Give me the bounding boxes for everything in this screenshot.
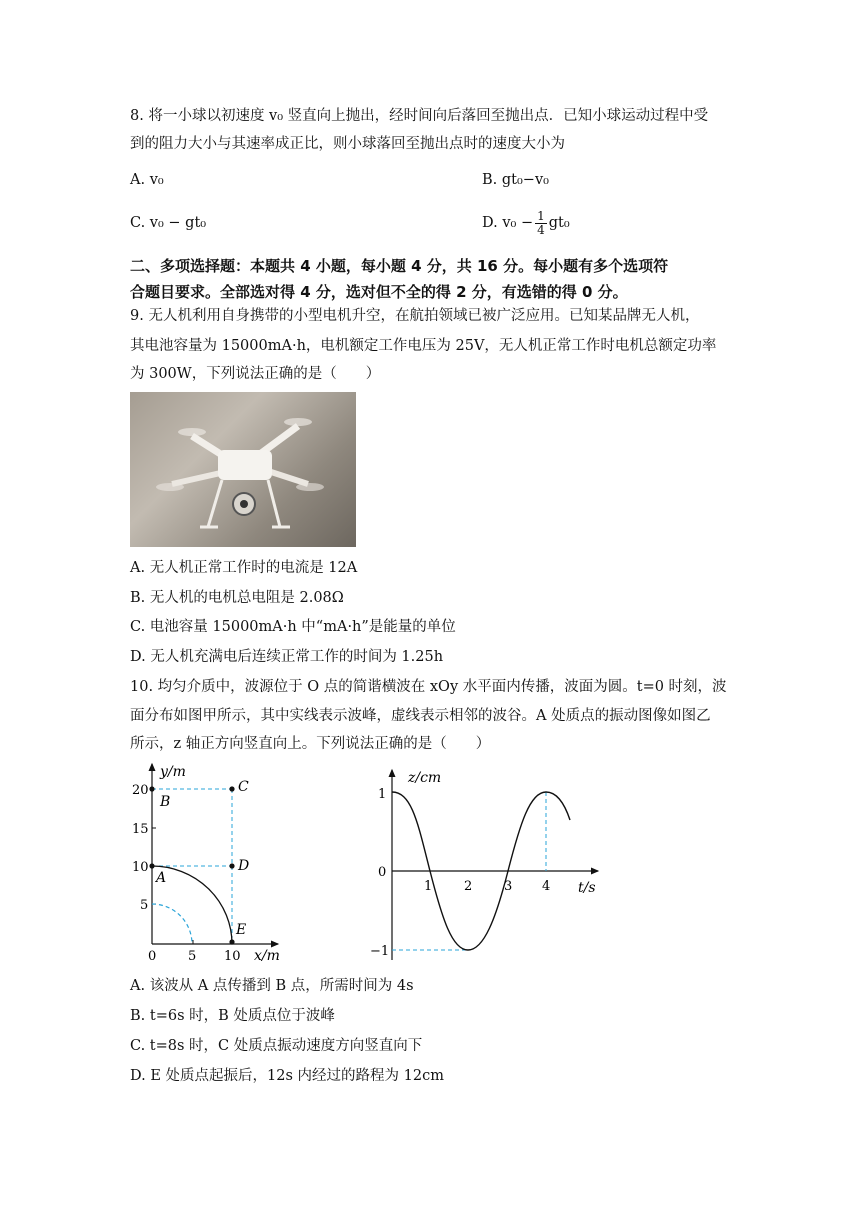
label-e: E — [236, 922, 247, 938]
q8-option-b: B. gt₀−v₀ — [482, 172, 549, 188]
label-a: A — [156, 870, 167, 886]
q9-stem-line2: 其电池容量为 15000mA·h，电机额定工作电压为 25V，无人机正常工作时电机总额定功率 — [130, 338, 717, 354]
point-c-dot — [229, 786, 234, 791]
q9-option-a: A. 无人机正常工作时的电流是 12A — [130, 560, 358, 576]
z-tick-minus1: −1 — [370, 944, 390, 959]
x-tick-10: 10 — [224, 949, 241, 964]
q8-option-d — [482, 203, 570, 243]
q8-stem-line1: 8. 将一小球以初速度 v₀ 竖直向上抛出，经时间向后落回至抛出点．已知小球运动过程中受 — [130, 108, 709, 124]
fraction-one-quarter — [535, 210, 547, 237]
label-b: B — [160, 794, 171, 810]
q10-stem-line1: 10. 均匀介质中，波源位于 O 点的简谐横波在 xOy 水平面内传播，波面为圆。t=0 时刻，波 — [130, 679, 727, 695]
t-tick-4: 4 — [542, 879, 551, 894]
z-axis-label: z/cm — [408, 770, 442, 786]
fraction-denominator: 4 — [537, 222, 545, 237]
point-e-dot — [229, 939, 234, 944]
y-axis-label: y/m — [160, 764, 186, 780]
point-a-dot — [149, 863, 154, 868]
q9-stem-line3: 为 300W，下列说法正确的是（ ） — [130, 366, 381, 382]
x-tick-5: 5 — [188, 949, 197, 964]
drone-photo — [130, 392, 356, 547]
q8-stem-line2: 到的阻力大小与其速率成正比，则小球落回至抛出点时的速度大小为 — [130, 136, 565, 152]
q9-option-d: D. 无人机充满电后连续正常工作的时间为 1.25h — [130, 649, 444, 665]
y-tick-20: 20 — [132, 783, 149, 798]
y-tick-5: 5 — [140, 898, 149, 913]
q8-option-c: C. v₀ − gt₀ — [130, 215, 207, 231]
t-tick-1: 1 — [424, 879, 433, 894]
y-tick-15: 15 — [132, 822, 149, 837]
q10-option-a: A. 该波从 A 点传播到 B 点，所需时间为 4s — [130, 978, 414, 994]
t-tick-3: 3 — [504, 879, 513, 894]
q10-stem-line3: 所示，z 轴正方向竖直向上。下列说法正确的是（ ） — [130, 736, 491, 752]
q10-option-b: B. t=6s 时，B 处质点位于波峰 — [130, 1008, 335, 1024]
section2-heading-line2: 合题目要求。全部选对得 4 分，选对但不全的得 2 分，有选错的得 0 分。 — [130, 283, 628, 301]
drone-illustration — [130, 392, 356, 547]
t-tick-2: 2 — [464, 879, 473, 894]
q8-option-a: A. v₀ — [130, 172, 164, 188]
x-axis-label: x/m — [254, 948, 280, 964]
section2-heading-line1: 二、多项选择题：本题共 4 小题，每小题 4 分，共 16 分。每小题有多个选项符 — [130, 257, 669, 275]
y-tick-10: 10 — [132, 860, 149, 875]
q9-option-b: B. 无人机的电机总电阻是 2.08Ω — [130, 590, 344, 606]
q9-stem-line1: 9. 无人机利用自身携带的小型电机升空，在航拍领域已被广泛应用。已知某品牌无人机， — [130, 308, 700, 324]
q10-option-d: D. E 处质点起振后，12s 内经过的路程为 12cm — [130, 1068, 444, 1084]
label-c: C — [238, 779, 249, 795]
q10-option-c: C. t=8s 时，C 处质点振动速度方向竖直向下 — [130, 1038, 423, 1054]
point-b-dot — [149, 786, 154, 791]
q9-option-c: C. 电池容量 15000mA·h 中“mA·h”是能量的单位 — [130, 619, 456, 635]
z-tick-0: 0 — [378, 865, 387, 880]
q8-option-d-suffix: gt₀ — [548, 215, 570, 231]
z-tick-1: 1 — [378, 787, 387, 802]
fraction-numerator: 1 — [537, 208, 545, 223]
wave-surface-figure — [128, 758, 298, 968]
vibration-graph — [360, 764, 605, 964]
q10-stem-line2: 面分布如图甲所示，其中实线表示波峰，虚线表示相邻的波谷。A 处质点的振动图像如图乙 — [130, 708, 711, 724]
t-axis-label: t/s — [578, 880, 596, 896]
q8-option-d-prefix: D. v₀ − — [482, 215, 534, 231]
point-d-dot — [229, 863, 234, 868]
x-tick-0: 0 — [148, 949, 157, 964]
label-d: D — [238, 858, 250, 874]
wave-trough-arc — [152, 904, 192, 944]
